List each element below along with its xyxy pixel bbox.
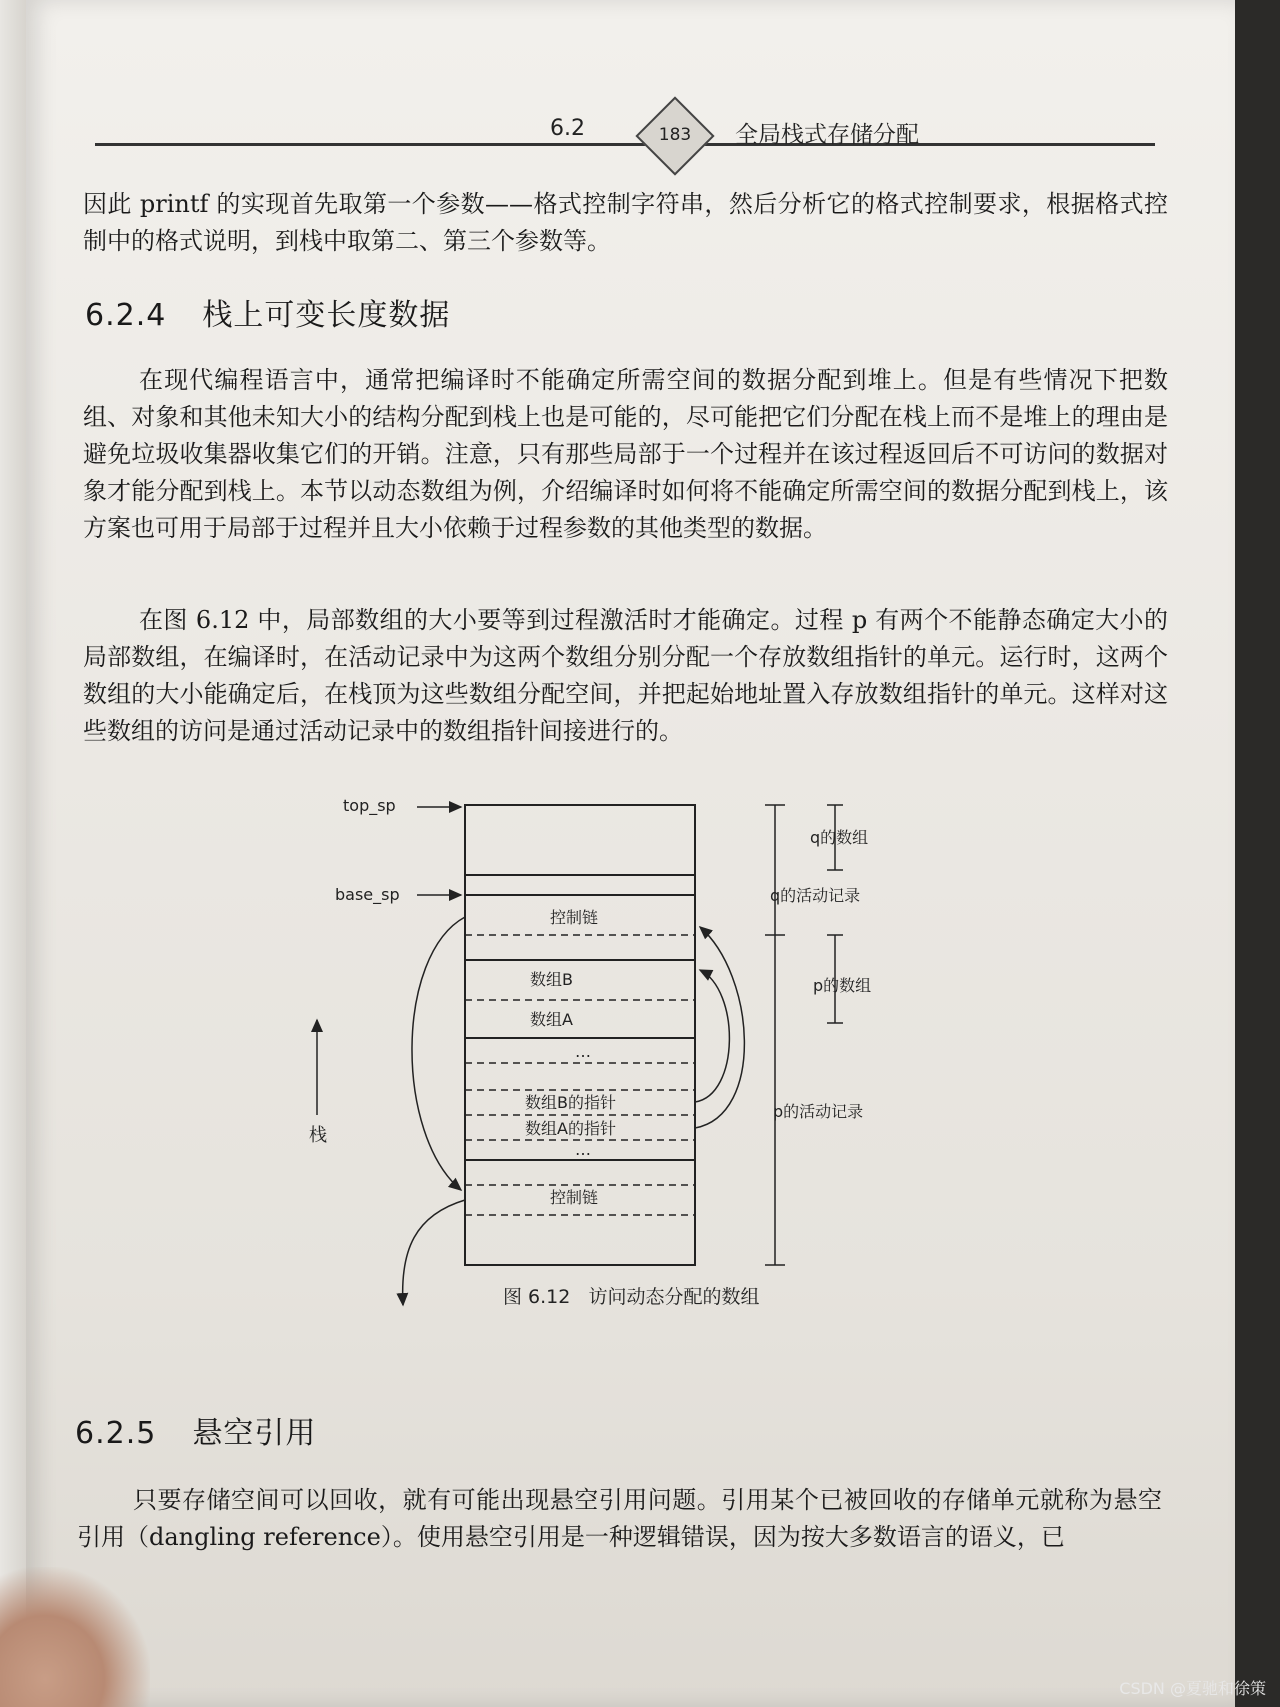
section-625-heading bbox=[75, 1408, 316, 1452]
cell-pointer-a: 数组A的指针 bbox=[525, 1119, 616, 1138]
control-link-arrow-1 bbox=[412, 917, 465, 1190]
watermark: CSDN @夏驰和徐策 bbox=[1119, 1679, 1266, 1698]
cell-control-link-2: 控制链 bbox=[550, 1188, 599, 1207]
label-q-arrays: q的数组 bbox=[810, 828, 869, 847]
pointer-a-arrow bbox=[695, 927, 744, 1128]
section-624-paragraph-1: 在现代编程语言中，通常把编译时不能确定所需空间的数据分配到堆上。但是有些情况下把数组、对象和其他未知大小的结构分配到栈上也是可能的，尽可能把它们分配在栈上而不是堆上的理由是避免垃圾收集器收集它们的开销。注意，只有那些局部于一个过程并在该过程返回后不可访问的数据对象才能分配到栈上。本节以动态数组为例，介绍编译时如何将不能确定所需空间的数据分配到栈上，该方案也可用于局部于过程并且大小依赖于过程参数的其他类型的数据。 bbox=[83, 366, 1168, 542]
header-section-title: 全局栈式存储分配 bbox=[735, 122, 919, 148]
label-q-record: q的活动记录 bbox=[770, 886, 861, 905]
header-section-number: 6.2 bbox=[550, 116, 585, 141]
section-625-title: 悬空引用 bbox=[192, 1416, 317, 1451]
section-624-heading bbox=[85, 290, 450, 334]
cell-dots-2: … bbox=[575, 1140, 591, 1159]
pointer-b-arrow bbox=[695, 970, 729, 1102]
cell-array-b: 数组B bbox=[530, 970, 573, 989]
cell-pointer-b: 数组B的指针 bbox=[525, 1093, 616, 1112]
figure-caption bbox=[503, 1282, 760, 1309]
cell-dots-1: … bbox=[575, 1042, 591, 1061]
stack-diagram bbox=[309, 795, 975, 1315]
running-header bbox=[95, 108, 1155, 168]
header-rule bbox=[95, 143, 1155, 146]
label-p-arrays: p的数组 bbox=[813, 976, 872, 995]
section-624-number: 6.2.4 bbox=[85, 298, 167, 333]
section-624-paragraph-2: 在图 6.12 中，局部数组的大小要等到过程激活时才能确定。过程 p 有两个不能静态确定大小的局部数组，在编译时，在活动记录中为这两个数组分别分配一个存放数组指针的单元。运行时，这两个数组的大小能确定后，在栈顶为这些数组分配空间，并把起始地址置入存放数组指针的单元。这样对这些数组的访问是通过活动记录中的数组指针间接进行的。 bbox=[83, 606, 1168, 745]
previous-page-edge bbox=[0, 0, 26, 1707]
label-top-sp: top_sp bbox=[343, 796, 396, 815]
intro-paragraph: 因此 printf 的实现首先取第一个参数——格式控制字符串，然后分析它的格式控制要求，根据格式控制中的格式说明，到栈中取第二、第三个参数等。 bbox=[83, 190, 1168, 255]
label-base-sp: base_sp bbox=[335, 885, 400, 904]
section-624-title: 栈上可变长度数据 bbox=[202, 298, 451, 333]
cell-array-a: 数组A bbox=[530, 1010, 573, 1029]
section-625-number: 6.2.5 bbox=[75, 1416, 157, 1451]
cell-control-link-1: 控制链 bbox=[550, 908, 599, 927]
control-link-arrow-2 bbox=[403, 1200, 465, 1305]
label-stack: 栈 bbox=[309, 1125, 327, 1146]
book-page bbox=[22, 0, 1235, 1707]
figure-caption-text: 访问动态分配的数组 bbox=[588, 1286, 760, 1308]
page-number: 183 bbox=[658, 125, 692, 145]
finger-shadow bbox=[0, 1567, 150, 1707]
section-625-paragraph-1: 只要存储空间可以回收，就有可能出现悬空引用问题。引用某个已被回收的存储单元就称为悬空引用（dangling reference）。使用悬空引用是一种逻辑错误，因为按大多数语言的语义，已 bbox=[77, 1486, 1162, 1551]
figure-caption-number: 图 6.12 bbox=[503, 1286, 571, 1308]
label-p-record: p的活动记录 bbox=[773, 1102, 864, 1121]
